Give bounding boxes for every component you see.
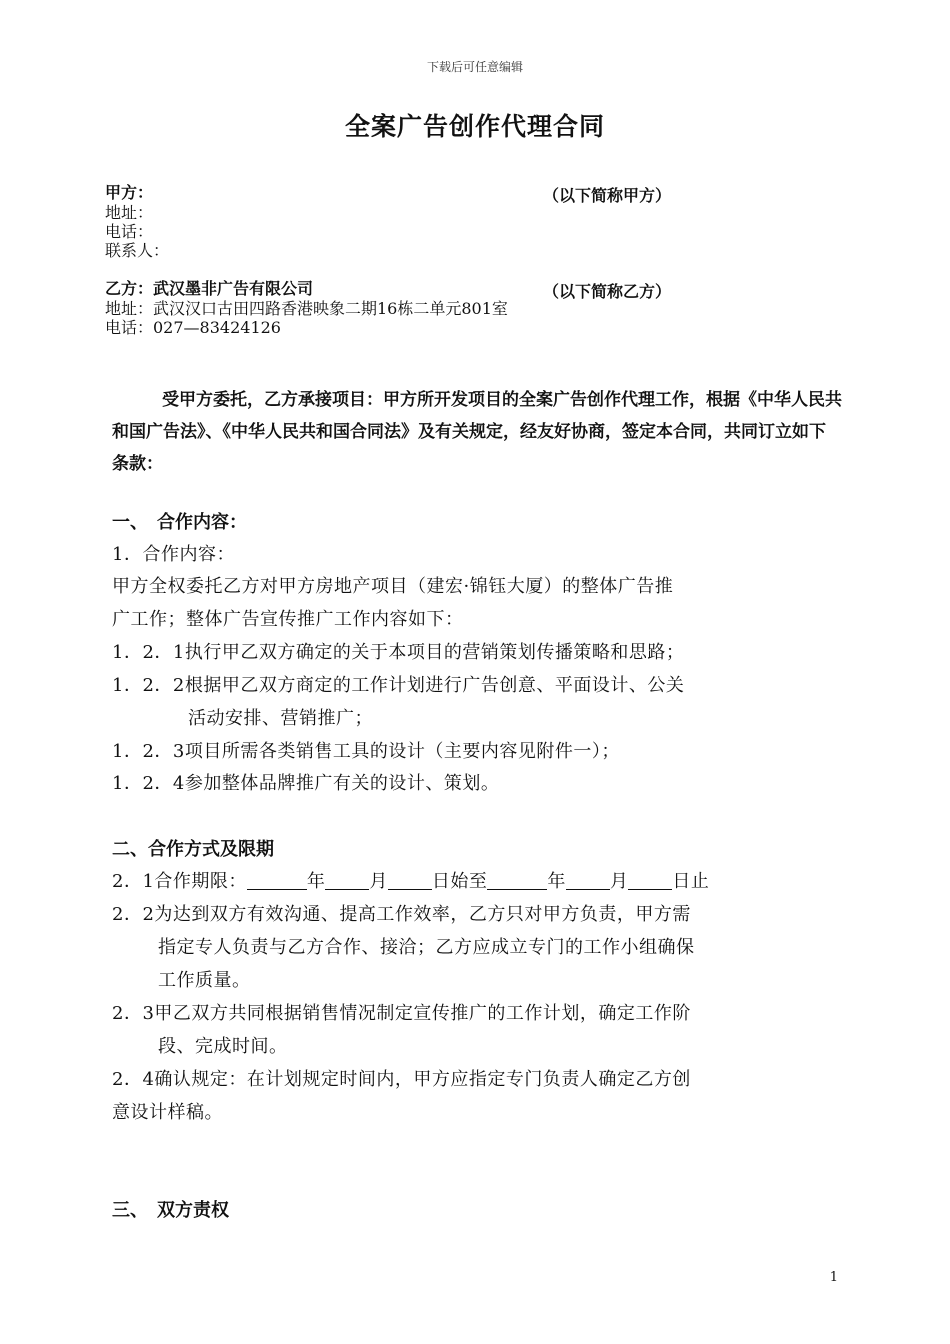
term-prefix: 2．1合作期限：	[112, 871, 247, 892]
start-day-blank	[388, 871, 432, 890]
section2-term-line	[112, 867, 709, 893]
end-day-blank	[628, 871, 672, 890]
start-year-unit: 年	[306, 871, 326, 892]
section2-item-2-line3: 工作质量。	[158, 970, 251, 991]
section2-item-4-line2: 意设计样稿。	[112, 1102, 223, 1123]
intro-text: 受甲方委托，乙方承接项目：甲方所开发项目的全案广告创作代理工作，根据《中华人民共和国广告法》、《中华人民共和国合同法》及有关规定，经友好协商，签定本合同，共同订立如下条款：	[112, 390, 842, 474]
party-b-address: 地址：武汉汉口古田四路香港映象二期16栋二单元801室	[105, 299, 508, 318]
section2-heading: 二、合作方式及限期	[112, 839, 274, 860]
end-year-unit: 年	[547, 871, 566, 892]
section1-item-2-line1: 1．2．2根据甲乙双方商定的工作计划进行广告创意、平面设计、公关	[112, 675, 685, 696]
section1-desc-line1: 甲方全权委托乙方对甲方房地产项目（建宏·锦钰大厦）的整体广告推	[112, 576, 674, 597]
section1-item-title: 1．合作内容：	[112, 544, 235, 565]
party-a-contact-label: 联系人：	[105, 241, 170, 260]
section1-heading: 一、 合作内容：	[112, 512, 247, 533]
party-a-address-label: 地址：	[105, 203, 154, 222]
section2-item-4-line1: 2．4确认规定：在计划规定时间内，甲方应指定专门负责人确定乙方创	[112, 1069, 691, 1090]
party-b-alias: （以下简称乙方）	[543, 282, 672, 301]
document-title: 全案广告创作代理合同	[344, 112, 605, 141]
section2-item-2-line2: 指定专人负责与乙方合作、接洽；乙方应成立专门的工作小组确保	[158, 937, 695, 958]
start-year-blank	[247, 871, 307, 890]
end-month-unit: 月	[609, 871, 629, 892]
intro-paragraph	[112, 384, 842, 480]
end-year-blank	[487, 871, 547, 890]
party-a-alias: （以下简称甲方）	[543, 186, 672, 205]
section1-item-3: 1．2．3项目所需各类销售工具的设计（主要内容见附件一）；	[112, 741, 620, 762]
start-day-unit: 日始至	[431, 871, 488, 892]
section3-heading: 三、 双方责权	[112, 1200, 229, 1221]
page-number: 1	[829, 1270, 838, 1285]
header-note: 下载后可任意编辑	[426, 60, 523, 74]
end-month-blank	[566, 871, 610, 890]
party-b-phone: 电话：027—83424126	[105, 318, 281, 337]
start-month-unit: 月	[369, 871, 388, 892]
section2-item-2-line1: 2．2为达到双方有效沟通、提高工作效率，乙方只对甲方负责，甲方需	[112, 904, 691, 925]
section1-item-1: 1．2．1执行甲乙双方确定的关于本项目的营销策划传播策略和思路；	[112, 642, 685, 663]
section1-item-2-line2: 活动安排、营销推广；	[188, 708, 373, 729]
section2-item-3-line1: 2．3甲乙双方共同根据销售情况制定宣传推广的工作计划，确定工作阶	[112, 1003, 691, 1024]
end-day-unit: 日止	[672, 871, 710, 892]
section2-item-3-line2: 段、完成时间。	[158, 1036, 288, 1057]
section1-item-4: 1．2．4参加整体品牌推广有关的设计、策划。	[112, 773, 500, 794]
section1-desc-line2: 广工作；整体广告宣传推广工作内容如下：	[112, 609, 464, 630]
party-b-label: 乙方：武汉墨非广告有限公司	[105, 279, 314, 298]
start-month-blank	[325, 871, 369, 890]
party-a-label: 甲方：	[105, 183, 154, 202]
party-a-phone-label: 电话：	[105, 222, 154, 241]
